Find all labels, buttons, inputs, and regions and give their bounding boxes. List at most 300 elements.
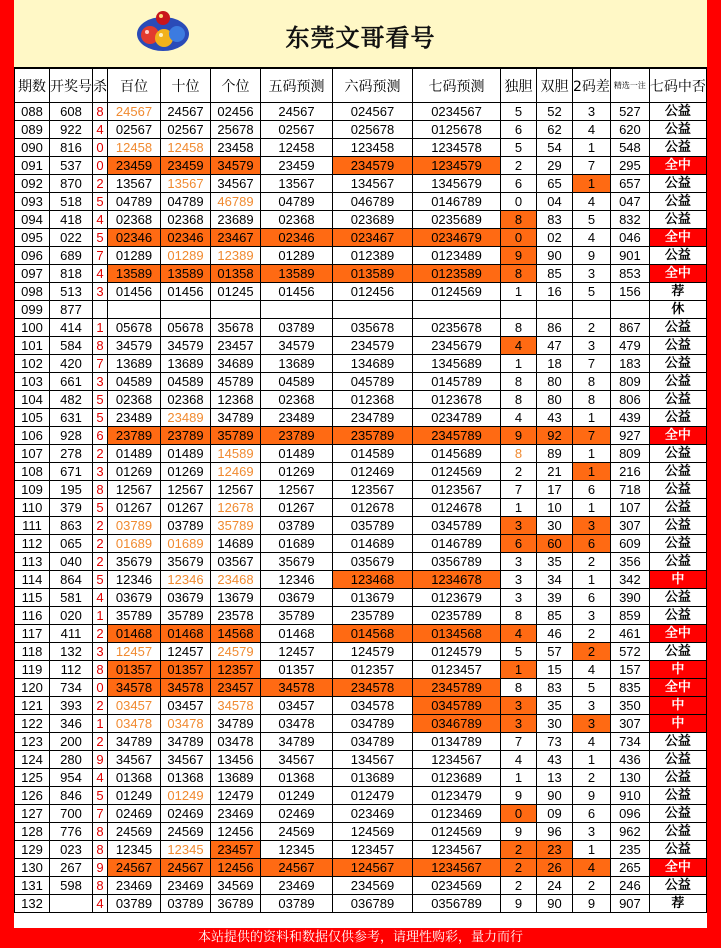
table-cell: 7 [501, 481, 537, 499]
table-cell: 23489 [261, 409, 333, 427]
table-cell: 818 [50, 265, 93, 283]
table-cell: 03457 [108, 697, 161, 715]
table-cell: 89 [537, 445, 573, 463]
table-cell: 657 [610, 175, 649, 193]
table-cell: 035679 [333, 553, 413, 571]
header-single-dan: 独胆 [501, 69, 537, 103]
table-cell: 01289 [161, 247, 211, 265]
table-cell: 609 [610, 535, 649, 553]
table-cell: 公益 [649, 589, 706, 607]
table-cell: 123 [15, 733, 50, 751]
table-cell: 1 [501, 355, 537, 373]
table-cell: 0146789 [413, 193, 501, 211]
table-cell: 8 [501, 373, 537, 391]
table-cell [161, 301, 211, 319]
table-cell: 12458 [108, 139, 161, 157]
table-cell: 7 [573, 157, 611, 175]
table-cell: 134567 [333, 751, 413, 769]
table-cell: 014568 [333, 625, 413, 643]
table-cell: 436 [610, 751, 649, 769]
table-cell: 0134568 [413, 625, 501, 643]
table-cell: 02368 [161, 211, 211, 229]
table-cell: 6 [573, 481, 611, 499]
table-cell: 01456 [261, 283, 333, 301]
table-cell: 03478 [161, 715, 211, 733]
table-cell: 090 [15, 139, 50, 157]
table-cell: 2 [501, 463, 537, 481]
table-cell: 035678 [333, 319, 413, 337]
table-cell: 0345789 [413, 517, 501, 535]
table-cell: 01368 [261, 769, 333, 787]
table-cell: 公益 [649, 355, 706, 373]
table-cell: 1 [573, 499, 611, 517]
table-cell: 411 [50, 625, 93, 643]
table-cell [573, 301, 611, 319]
table-cell: 123457 [333, 841, 413, 859]
table-cell: 9 [93, 751, 108, 769]
table-cell: 482 [50, 391, 93, 409]
table-cell: 2 [93, 445, 108, 463]
table-cell: 108 [15, 463, 50, 481]
table-cell: 0 [501, 193, 537, 211]
table-cell: 121 [15, 697, 50, 715]
table-cell: 123468 [333, 571, 413, 589]
table-cell: 7 [501, 733, 537, 751]
table-row [15, 643, 707, 661]
table-cell: 0 [93, 139, 108, 157]
table-cell: 3 [501, 571, 537, 589]
table-cell: 14589 [211, 445, 261, 463]
table-cell: 200 [50, 733, 93, 751]
table-cell: 631 [50, 409, 93, 427]
table-cell: 115 [15, 589, 50, 607]
table-cell: 23578 [211, 607, 261, 625]
table-cell: 公益 [649, 409, 706, 427]
table-cell: 5 [93, 409, 108, 427]
table-cell: 870 [50, 175, 93, 193]
table-cell: 4 [573, 733, 611, 751]
table-cell: 034789 [333, 715, 413, 733]
table-cell: 124 [15, 751, 50, 769]
table-cell: 265 [610, 859, 649, 877]
table-cell: 02368 [108, 211, 161, 229]
table-cell: 2 [93, 697, 108, 715]
table-cell: 1234567 [413, 751, 501, 769]
table-cell: 034578 [333, 697, 413, 715]
table-cell: 34789 [161, 733, 211, 751]
table-cell: 439 [610, 409, 649, 427]
table-row [15, 661, 707, 679]
table-cell: 4 [501, 337, 537, 355]
table-cell: 216 [610, 463, 649, 481]
table-cell: 0123489 [413, 247, 501, 265]
table-cell: 3 [573, 265, 611, 283]
table-cell: 9 [501, 427, 537, 445]
table-cell: 23457 [211, 679, 261, 697]
table-row [15, 841, 707, 859]
table-cell: 公益 [649, 769, 706, 787]
table-cell: 023467 [333, 229, 413, 247]
table-cell: 23789 [261, 427, 333, 445]
table-cell: 02469 [161, 805, 211, 823]
page-title: 东莞文哥看号 [285, 23, 436, 52]
table-cell: 23457 [211, 337, 261, 355]
table-cell: 01689 [108, 535, 161, 553]
table-cell: 公益 [649, 211, 706, 229]
table-cell: 34579 [108, 337, 161, 355]
table-cell: 公益 [649, 175, 706, 193]
table-cell: 01357 [108, 661, 161, 679]
table-cell: 24567 [108, 103, 161, 121]
table-cell: 012479 [333, 787, 413, 805]
table-row [15, 139, 707, 157]
table-cell: 96 [537, 823, 573, 841]
table-cell: 689 [50, 247, 93, 265]
table-row [15, 229, 707, 247]
table-cell: 3 [501, 517, 537, 535]
table-cell: 03679 [261, 589, 333, 607]
table-cell: 2 [501, 859, 537, 877]
table-row [15, 157, 707, 175]
table-cell: 0123479 [413, 787, 501, 805]
table-cell: 01357 [161, 661, 211, 679]
table-cell: 34567 [211, 175, 261, 193]
table-cell: 01468 [108, 625, 161, 643]
table-cell: 12345 [161, 841, 211, 859]
table-cell: 013689 [333, 769, 413, 787]
table-cell: 718 [610, 481, 649, 499]
table-cell: 4 [573, 229, 611, 247]
table-cell: 4 [501, 751, 537, 769]
table-cell: 公益 [649, 391, 706, 409]
table-cell: 13 [537, 769, 573, 787]
table-cell: 12457 [108, 643, 161, 661]
table-cell: 03478 [211, 733, 261, 751]
table-cell: 2345789 [413, 427, 501, 445]
table-cell: 901 [610, 247, 649, 265]
table-cell [501, 301, 537, 319]
header-five-code: 五码预测 [261, 69, 333, 103]
table-cell: 01468 [261, 625, 333, 643]
table-cell: 130 [610, 769, 649, 787]
table-cell: 35789 [211, 427, 261, 445]
table-cell: 23459 [108, 157, 161, 175]
header-period: 期数 [15, 69, 50, 103]
table-row [15, 175, 707, 193]
table-cell: 2 [501, 157, 537, 175]
table-cell: 02469 [261, 805, 333, 823]
table-cell: 9 [501, 823, 537, 841]
table-cell: 046789 [333, 193, 413, 211]
table-cell: 8 [501, 445, 537, 463]
table-cell: 34579 [211, 157, 261, 175]
table-cell: 35789 [161, 607, 211, 625]
table-cell: 12458 [161, 139, 211, 157]
table-cell: 092 [15, 175, 50, 193]
table-cell: 01269 [161, 463, 211, 481]
table-cell: 103 [15, 373, 50, 391]
table-cell: 776 [50, 823, 93, 841]
table-cell: 040 [50, 553, 93, 571]
table-cell: 0356789 [413, 895, 501, 913]
table-cell: 420 [50, 355, 93, 373]
table-cell: 0124569 [413, 463, 501, 481]
table-cell: 24569 [261, 823, 333, 841]
table-cell: 2 [573, 877, 611, 895]
table-cell: 1 [573, 139, 611, 157]
table-cell: 2 [573, 553, 611, 571]
table-cell: 2 [93, 175, 108, 193]
table-cell: 4 [93, 769, 108, 787]
table-cell: 123458 [333, 139, 413, 157]
table-cell: 234569 [333, 877, 413, 895]
table-cell: 1345679 [413, 175, 501, 193]
table-cell: 23789 [161, 427, 211, 445]
table-row [15, 625, 707, 643]
table-cell: 0123567 [413, 481, 501, 499]
table-cell: 267 [50, 859, 93, 877]
table-header-row [15, 69, 707, 103]
table-cell: 8 [573, 373, 611, 391]
table-cell: 24567 [261, 103, 333, 121]
table-cell: 867 [610, 319, 649, 337]
table-cell: 5 [93, 571, 108, 589]
table-cell: 6 [573, 805, 611, 823]
table-cell: 3 [573, 697, 611, 715]
table-row [15, 283, 707, 301]
table-cell: 34578 [261, 679, 333, 697]
table-cell: 公益 [649, 247, 706, 265]
table-cell: 414 [50, 319, 93, 337]
table-cell: 734 [610, 733, 649, 751]
table-cell: 022 [50, 229, 93, 247]
table-cell: 5 [93, 787, 108, 805]
table-cell: 2 [93, 625, 108, 643]
table-cell: 公益 [649, 103, 706, 121]
table-cell: 1 [93, 607, 108, 625]
table-cell: 35789 [108, 607, 161, 625]
table-cell: 6 [93, 427, 108, 445]
table-cell: 57 [537, 643, 573, 661]
table-cell: 03789 [261, 319, 333, 337]
table-cell: 35678 [211, 319, 261, 337]
table-cell: 479 [610, 337, 649, 355]
table-cell: 12567 [261, 481, 333, 499]
table-cell: 12457 [261, 643, 333, 661]
table-row [15, 823, 707, 841]
table-cell: 12469 [211, 463, 261, 481]
table-cell: 809 [610, 373, 649, 391]
table-cell: 03567 [211, 553, 261, 571]
table-cell: 620 [610, 121, 649, 139]
table-cell: 859 [610, 607, 649, 625]
table-cell: 012456 [333, 283, 413, 301]
table-cell: 85 [537, 607, 573, 625]
table-cell: 03789 [161, 517, 211, 535]
table-cell: 6 [573, 589, 611, 607]
table-cell: 中 [649, 661, 706, 679]
table-cell: 01368 [161, 769, 211, 787]
table-cell: 1 [573, 463, 611, 481]
table-cell: 035789 [333, 517, 413, 535]
table-cell: 111 [15, 517, 50, 535]
table-cell: 4 [93, 589, 108, 607]
table-cell: 101 [15, 337, 50, 355]
table-cell: 8 [501, 265, 537, 283]
table-cell: 05678 [108, 319, 161, 337]
table-row [15, 787, 707, 805]
table-row [15, 535, 707, 553]
table-cell: 928 [50, 427, 93, 445]
table-cell [108, 301, 161, 319]
table-cell [610, 301, 649, 319]
table-row [15, 697, 707, 715]
table-cell: 127 [15, 805, 50, 823]
table-cell: 9 [573, 787, 611, 805]
table-cell: 公益 [649, 139, 706, 157]
table-cell: 102 [15, 355, 50, 373]
table-cell: 390 [610, 589, 649, 607]
table-row [15, 517, 707, 535]
table-cell: 863 [50, 517, 93, 535]
table-cell: 8 [93, 841, 108, 859]
table-cell: 584 [50, 337, 93, 355]
table-cell: 4 [573, 859, 611, 877]
table-cell: 公益 [649, 751, 706, 769]
table-cell: 346 [50, 715, 93, 733]
table-row [15, 103, 707, 121]
table-cell: 23469 [261, 877, 333, 895]
table-cell: 927 [610, 427, 649, 445]
table-cell: 095 [15, 229, 50, 247]
table-cell: 03457 [261, 697, 333, 715]
table-cell: 01245 [211, 283, 261, 301]
table-cell: 1 [573, 175, 611, 193]
table-cell: 0124579 [413, 643, 501, 661]
table-row [15, 499, 707, 517]
table-cell: 023 [50, 841, 93, 859]
table-row [15, 553, 707, 571]
table-cell: 01267 [261, 499, 333, 517]
table-cell: 379 [50, 499, 93, 517]
table-cell: 548 [610, 139, 649, 157]
table-cell: 278 [50, 445, 93, 463]
table-cell: 02346 [261, 229, 333, 247]
table-cell: 023469 [333, 805, 413, 823]
table-cell: 3 [501, 697, 537, 715]
header-units: 个位 [211, 69, 261, 103]
table-cell: 124579 [333, 643, 413, 661]
table-cell: 35679 [108, 553, 161, 571]
table-cell: 093 [15, 193, 50, 211]
table-cell: 23689 [211, 211, 261, 229]
table-row [15, 859, 707, 877]
table-cell: 0123679 [413, 589, 501, 607]
table-cell: 34789 [211, 409, 261, 427]
table-cell: 012357 [333, 661, 413, 679]
table-cell: 128 [15, 823, 50, 841]
table-cell: 03789 [261, 895, 333, 913]
table-cell: 34789 [211, 715, 261, 733]
table-cell: 9 [501, 895, 537, 913]
table-cell: 02368 [261, 211, 333, 229]
table-cell: 100 [15, 319, 50, 337]
table-cell: 122 [15, 715, 50, 733]
table-cell: 12357 [211, 661, 261, 679]
table-cell: 02368 [261, 391, 333, 409]
table-row [15, 373, 707, 391]
table-cell: 全中 [649, 679, 706, 697]
table-cell: 518 [50, 193, 93, 211]
table-cell: 90 [537, 247, 573, 265]
table-cell: 04789 [108, 193, 161, 211]
table-cell: 04589 [261, 373, 333, 391]
table-cell: 3 [501, 715, 537, 733]
table-cell: 864 [50, 571, 93, 589]
table-cell: 12457 [161, 643, 211, 661]
table-cell: 26 [537, 859, 573, 877]
table-row [15, 301, 707, 319]
table-cell: 01358 [211, 265, 261, 283]
table-cell: 0145689 [413, 445, 501, 463]
table-cell: 13589 [108, 265, 161, 283]
table-cell: 23469 [161, 877, 211, 895]
table-cell: 014689 [333, 535, 413, 553]
table-cell: 0345789 [413, 697, 501, 715]
table-cell: 02368 [108, 391, 161, 409]
table-cell: 15 [537, 661, 573, 679]
table-cell: 0 [93, 679, 108, 697]
table-row [15, 751, 707, 769]
table-cell: 235 [610, 841, 649, 859]
table-row [15, 391, 707, 409]
header-hundreds: 百位 [108, 69, 161, 103]
table-cell: 12567 [211, 481, 261, 499]
table-cell: 3 [573, 823, 611, 841]
table-cell: 23458 [211, 139, 261, 157]
table-cell: 04589 [108, 373, 161, 391]
table-cell: 3 [573, 607, 611, 625]
table-cell: 30 [537, 517, 573, 535]
table-cell: 7 [93, 355, 108, 373]
table-cell: 12389 [211, 247, 261, 265]
table-cell: 34689 [211, 355, 261, 373]
table-cell: 4 [501, 409, 537, 427]
table-cell: 0 [501, 805, 537, 823]
table-cell: 8 [93, 823, 108, 841]
table-cell: 公益 [649, 805, 706, 823]
header-seven-code: 七码预测 [413, 69, 501, 103]
table-cell: 117 [15, 625, 50, 643]
table-cell: 公益 [649, 121, 706, 139]
table-cell: 8 [501, 391, 537, 409]
table-cell: 110 [15, 499, 50, 517]
table-cell: 公益 [649, 877, 706, 895]
table-cell: 4 [573, 661, 611, 679]
table-cell: 4 [93, 895, 108, 913]
table-cell: 6 [501, 121, 537, 139]
table-cell: 806 [610, 391, 649, 409]
table-cell: 02456 [211, 103, 261, 121]
table-cell: 01269 [261, 463, 333, 481]
table-cell: 13689 [161, 355, 211, 373]
table-cell: 091 [15, 157, 50, 175]
table-cell: 0 [93, 157, 108, 175]
table-cell: 3 [573, 103, 611, 121]
table-cell: 12479 [211, 787, 261, 805]
table-cell: 公益 [649, 823, 706, 841]
table-cell: 公益 [649, 607, 706, 625]
